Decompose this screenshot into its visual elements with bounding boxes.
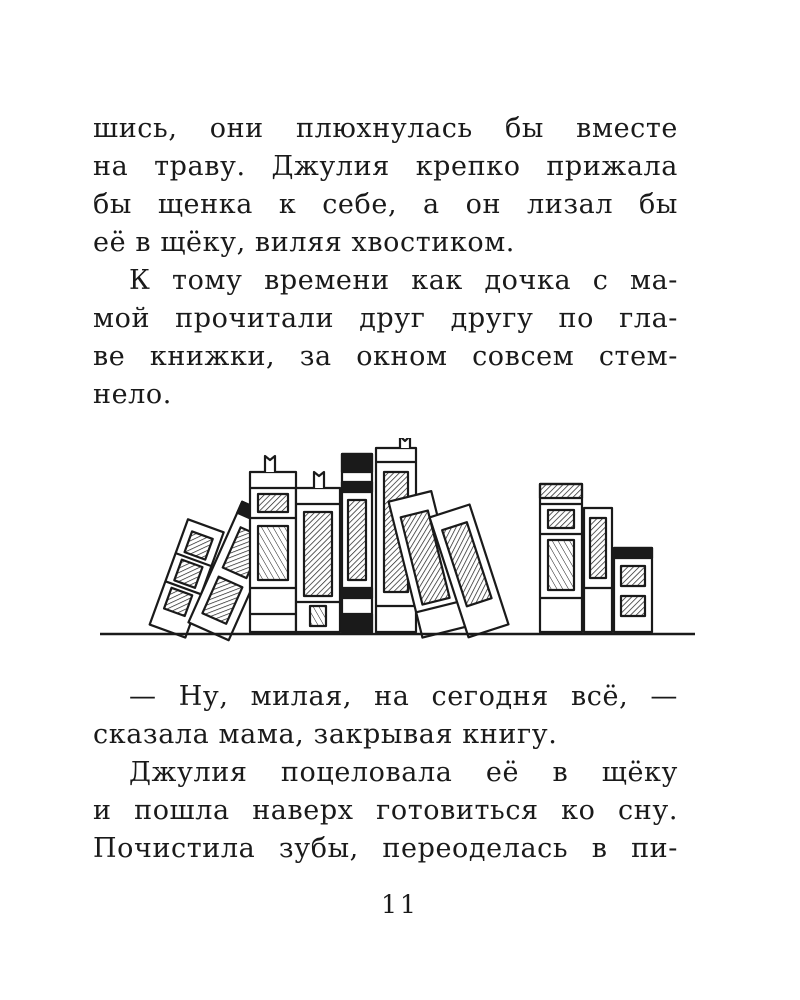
book-5 [342,454,372,632]
text-line: ве книжки, за окном совсем стем- [93,341,678,372]
book-9 [540,484,582,632]
text-line: К тому времени как дочка с ма- [129,265,678,296]
book-3 [250,456,296,632]
text-line: Джулия поцеловала её в щёку [129,757,678,788]
book-4 [296,472,340,632]
page-number: 11 [381,890,419,919]
bottom-text-block [93,678,678,868]
text-line: её в щёку, виляя хвостиком. [93,227,515,258]
text-line: на траву. Джулия крепко прижала [93,151,678,182]
text-line: Почистила зубы, переоделась в пи- [93,833,678,864]
book-11 [614,548,652,632]
text-line: сказала мама, закрывая книгу. [93,719,558,750]
text-line: мой прочитали друг другу по гла- [93,303,678,334]
text-line: — Ну, милая, на сегодня всё, — [129,681,678,712]
text-line: и пошла наверх готовиться ко сну. [93,795,678,826]
books-on-shelf-icon [100,438,695,643]
text-line: бы щенка к себе, а он лизал бы [93,189,678,220]
book-10 [584,508,612,632]
text-line: шись, они плюхнулась бы вместе [93,113,678,144]
books-illustration [100,438,695,643]
text-line: нело. [93,379,172,410]
top-text-block [93,110,678,414]
